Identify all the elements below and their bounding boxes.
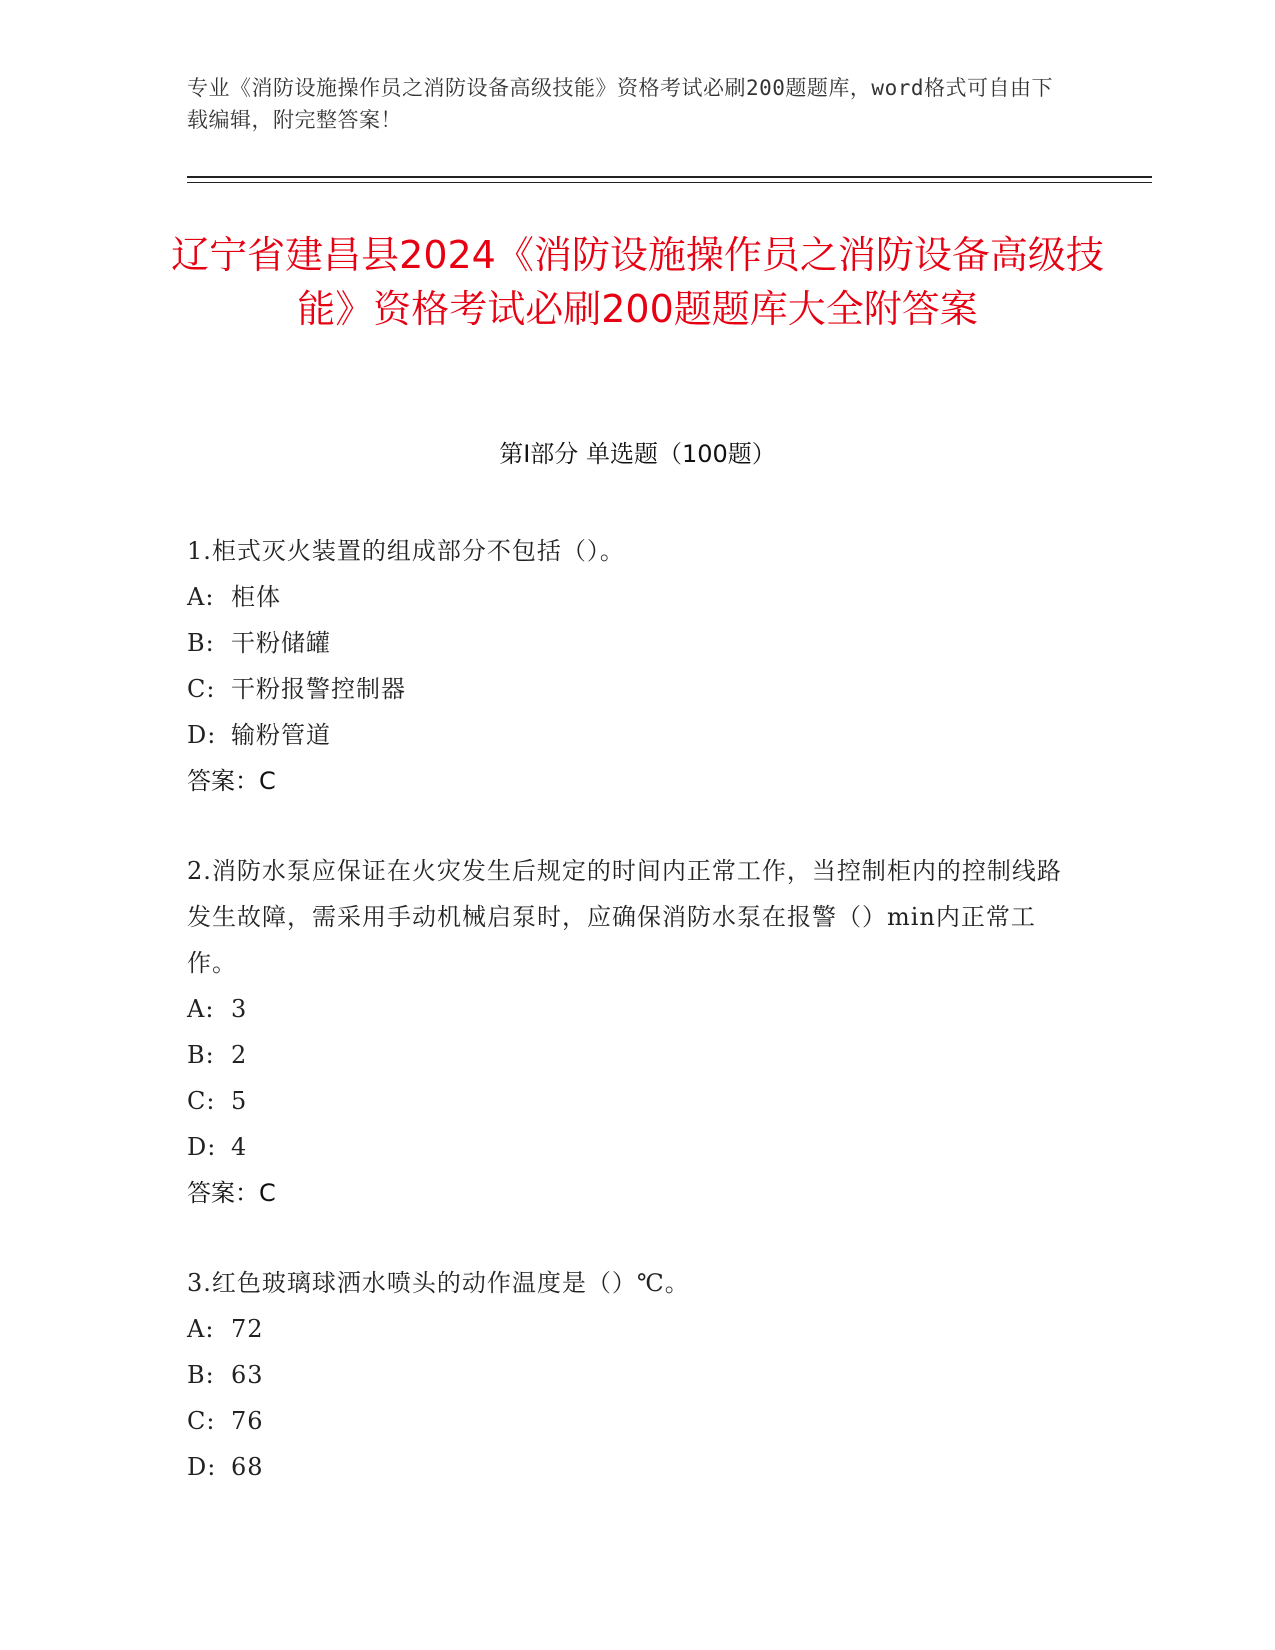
header-rule-thin [187,182,1152,183]
option-text: 68 [231,1453,264,1481]
option-label: A: [187,1315,215,1343]
option-c [187,1078,1067,1124]
question-1 [187,528,1067,804]
option-text: 63 [231,1361,264,1389]
option-label: B: [187,1041,215,1069]
section-title: 第Ⅰ部分 单选题（100题） [499,440,776,468]
question-list [187,528,1067,1534]
option-text: 柜体 [231,583,281,611]
option-label: D: [187,1133,217,1161]
option-b [187,1032,1067,1078]
option-text: 输粉管道 [231,721,331,749]
header-note: 专业《消防设施操作员之消防设备高级技能》资格考试必刷200题题库，word格式可自由下载编辑，附完整答案！ [187,76,1053,132]
option-label: C: [187,675,216,703]
option-label: D: [187,721,217,749]
document-title: 辽宁省建昌县2024《消防设施操作员之消防设备高级技能》资格考试必刷200题题库大全附答案 [171,233,1104,331]
question-2 [187,848,1067,1216]
option-c [187,1398,1067,1444]
option-a [187,1306,1067,1352]
option-c [187,666,1067,712]
option-label: A: [187,583,215,611]
question-3 [187,1260,1067,1490]
option-b [187,620,1067,666]
option-label: B: [187,629,215,657]
header-rule-thick [187,176,1152,178]
option-label: B: [187,1361,215,1389]
option-text: 3 [231,995,248,1023]
question-stem: 3.红色玻璃球洒水喷头的动作温度是（）℃。 [187,1269,690,1297]
option-text: 76 [231,1407,264,1435]
answer: 答案：C [187,767,276,795]
option-label: D: [187,1453,217,1481]
question-stem: 2.消防水泵应保证在火灾发生后规定的时间内正常工作，当控制柜内的控制线路发生故障，需采用手动机械启泵时，应确保消防水泵在报警（）min内正常工作。 [187,857,1062,977]
option-label: A: [187,995,215,1023]
option-text: 5 [231,1087,248,1115]
option-d [187,1124,1067,1170]
option-a [187,986,1067,1032]
option-text: 干粉报警控制器 [231,675,406,703]
option-text: 2 [231,1041,248,1069]
option-d [187,712,1067,758]
option-d [187,1444,1067,1490]
option-a [187,574,1067,620]
option-label: C: [187,1407,216,1435]
option-text: 干粉储罐 [231,629,331,657]
answer: 答案：C [187,1179,276,1207]
option-label: C: [187,1087,216,1115]
question-stem: 1.柜式灭火装置的组成部分不包括（）。 [187,537,625,565]
option-text: 72 [231,1315,264,1343]
option-text: 4 [231,1133,248,1161]
option-b [187,1352,1067,1398]
